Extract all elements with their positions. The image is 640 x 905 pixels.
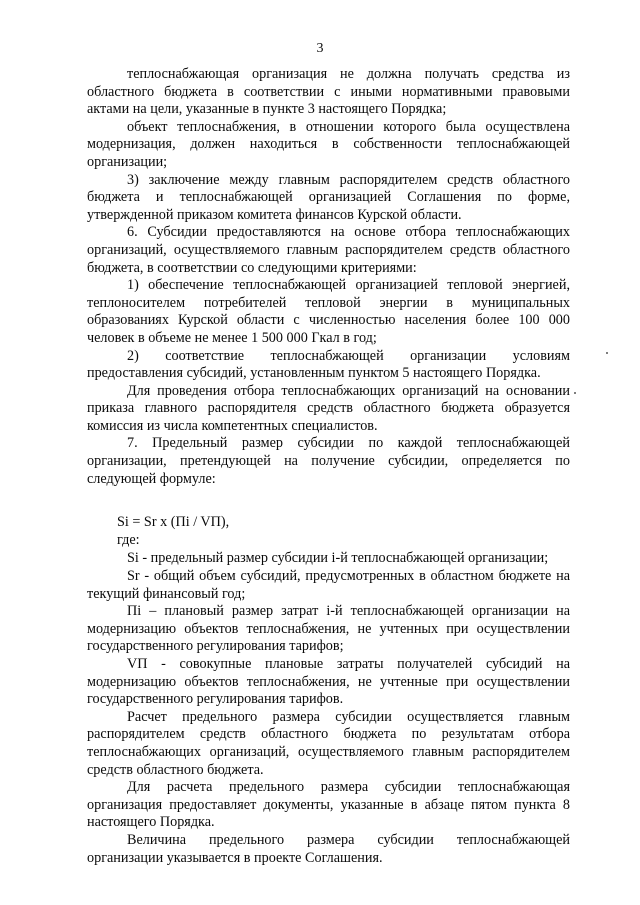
paragraph: теплоснабжающая организация не должна получать средства из областного бюджета в соответствии с иными нормативными правовыми актами на цели, указанные в пункте 3 настоящего Порядка; xyxy=(87,66,570,118)
paragraph: объект теплоснабжения, в отношении которого была осуществлена модернизация, должен находиться в собственности теплоснабжающей организации; xyxy=(87,118,570,170)
paragraph: 6. Субсидии предоставляются на основе отбора теплоснабжающих организаций, осуществляемого главным распорядителем средств областного бюджета, в соответствии со следующими критериями: xyxy=(87,224,570,276)
document-body xyxy=(87,66,570,867)
paragraph: Величина предельного размера субсидии теплоснабжающей организации указывается в проекте Соглашения. xyxy=(87,831,570,866)
paragraph: 7. Предельный размер субсидии по каждой теплоснабжающей организации, претендующей на получение субсидии, определяется по следующей формуле: xyxy=(87,435,570,487)
scan-speck xyxy=(606,352,608,354)
paragraph: Для проведения отбора теплоснабжающих организаций на основании приказа главного распорядителя средств областного бюджета образуется комиссия из числа компетентных специалистов. xyxy=(87,382,570,434)
definition: Пi – плановый размер затрат i-й теплоснабжающей организации на модернизацию объектов теплоснабжения, не учтенных при осуществлении государственного регулирования тарифов; xyxy=(87,603,570,655)
formula-where-label: где: xyxy=(117,531,140,548)
definition: Sr - общий объем субсидий, предусмотренных в областном бюджете на текущий финансовый год; xyxy=(87,568,570,602)
paragraph: 3) заключение между главным распорядителем средств областного бюджета и теплоснабжающей организацией Соглашения по форме, утвержденной приказом комитета финансов Курской области. xyxy=(87,171,570,223)
paragraph: Для расчета предельного размера субсидии теплоснабжающая организация предоставляет документы, указанные в абзаце пятом пункта 8 настоящего Порядка. xyxy=(87,779,570,831)
scan-speck xyxy=(574,392,576,394)
paragraph: 1) обеспечение теплоснабжающей организацией тепловой энергией, теплоносителем потребителей тепловой энергии в муниципальных образованиях Курской области с численностью населения более 100 000 человек в объеме не менее 1 500 000 Гкал в год; xyxy=(87,277,570,346)
definition: VП - совокупные плановые затраты получателей субсидий на модернизацию объектов теплоснабжения, не учтенные при осуществлении государственного регулирования тарифов. xyxy=(87,656,570,708)
paragraph: 2) соответствие теплоснабжающей организации условиям предоставления субсидий, установленным пунктом 5 настоящего Порядка. xyxy=(87,347,570,382)
paragraph: Расчет предельного размера субсидии осуществляется главным распорядителем средств областного бюджета по результатам отбора теплоснабжающих организаций, осуществляемого главным распорядителем средств областного бюджета. xyxy=(87,708,570,778)
page-number: 3 xyxy=(316,41,324,56)
formula: Si = Sr x (Пi / VП), xyxy=(117,514,230,531)
definition: Si - предельный размер субсидии i-й теплоснабжающей организации; xyxy=(127,550,549,567)
